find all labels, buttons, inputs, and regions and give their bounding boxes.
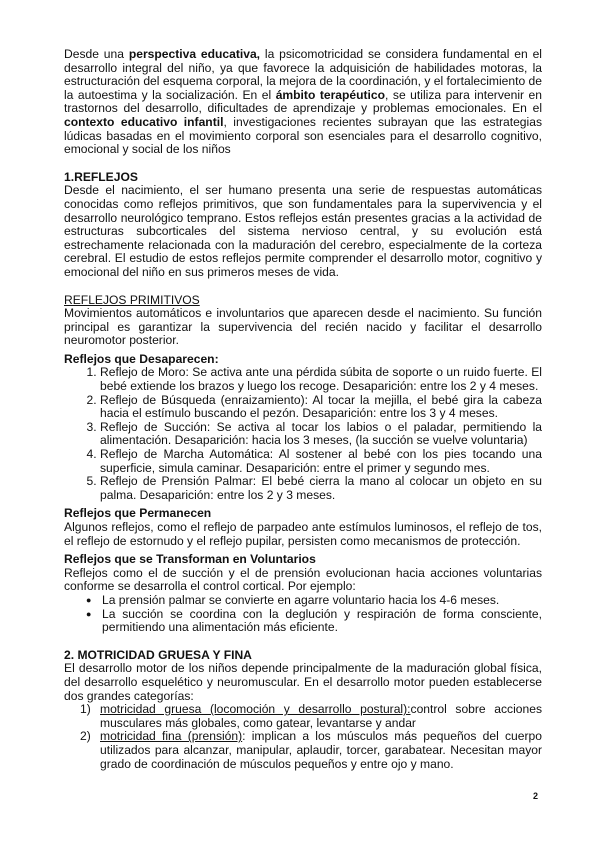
list-item-text bbox=[100, 730, 542, 771]
list-item bbox=[80, 730, 542, 771]
motricidad-list bbox=[64, 703, 542, 771]
list-item: 3. Reflejo de Succión: Se activa al tocar los labios o el paladar, permitiendo la alimentación. Desaparición: hacia los 3 meses, (la succión se vuelve voluntaria) bbox=[100, 421, 542, 448]
bullet-text: La succión se coordina con la deglución y respiración de forma consciente, permitiendo una alimentación más eficiente. bbox=[102, 606, 542, 635]
list-item bbox=[80, 703, 542, 730]
permanecen-paragraph: Algunos reflejos, como el reflejo de parpadeo ante estímulos luminosos, el reflejo de tos, el reflejo de estornudo y el reflejo pupilar, persisten como mecanismos de protección. bbox=[64, 520, 542, 548]
reflejos-paragraph: Desde el nacimiento, el ser humano presenta una serie de respuestas automáticas conocidas como reflejos primitivos, que son fundamentales para la supervivencia y el desarrollo neurológico temprano. Estos reflejos están presentes gracias a la actividad de estructuras subcorticales del sistema nervioso central, y su evolución está estrechamente relacionada con la maduración del cerebro, especialmente de la corteza cerebral. El estudio de estos reflejos permite comprender el desarrollo motor, cognitivo y emocional del niño en sus primeros meses de vida. bbox=[64, 183, 542, 279]
list-marker: 2) bbox=[80, 729, 91, 744]
intro-bold-term: ámbito terapéutico bbox=[275, 87, 386, 102]
list-item: 4. Reflejo de Marcha Automática: Al sostener al bebé con los pies tocando una superficie, simula caminar. Desaparición: entre el primer y segundo mes. bbox=[100, 448, 542, 475]
section-heading-motricidad: 2. MOTRICIDAD GRUESA Y FINA bbox=[64, 647, 252, 662]
bullet-icon: ● bbox=[86, 594, 92, 605]
heading-reflejos-permanecen: Reflejos que Permanecen bbox=[64, 506, 212, 521]
page-number: 2 bbox=[532, 791, 538, 801]
term-description: : implican a los músculos más pequeños del cuerpo utilizados para alcanzar, manipular, aplaudir, torcer, garabatear. Necesitan mayor grado de coordinación de músculos pequeños y entre ojo y mano. bbox=[100, 729, 542, 771]
term-underlined: motricidad fina (prensión) bbox=[100, 729, 243, 744]
desaparecen-list bbox=[64, 366, 542, 502]
list-item bbox=[86, 608, 542, 635]
list-item: 1. Reflejo de Moro: Se activa ante una pérdida súbita de soporte o un ruido fuerte. El bebé extiende los brazos y luego los recoge. Desaparición: entre los 2 y 4 meses. bbox=[100, 366, 542, 393]
list-item: 5. Reflejo de Prensión Palmar: El bebé cierra la mano al colocar un objeto en su palma. Desaparición: entre los 2 y 3 meses. bbox=[100, 475, 542, 502]
list-marker: 1) bbox=[80, 702, 91, 717]
bullet-icon: ● bbox=[86, 608, 92, 619]
intro-bold-term: contexto educativo infantil bbox=[64, 114, 224, 129]
intro-paragraph bbox=[64, 48, 542, 157]
intro-text: , investigaciones recientes subrayan que las estrategias lúdicas basadas en el movimiento corporal son esenciales para el desarrollo cognitivo, emocional y social de los niños bbox=[64, 114, 542, 157]
intro-text: , se utiliza para intervenir en trastornos del desarrollo, dificultades de aprendizaje y problemas emocionales. En el bbox=[64, 87, 542, 116]
list-item bbox=[86, 594, 542, 608]
transforman-bullets bbox=[64, 594, 542, 635]
list-item: 2. Reflejo de Búsqueda (enraizamiento): Al tocar la mejilla, el bebé gira la cabeza hacia el estímulo buscando el pezón. Desaparición: entre los 3 y 4 meses. bbox=[100, 394, 542, 421]
bullet-text: La prensión palmar se convierte en agarre voluntario hacia los 4-6 meses. bbox=[102, 592, 500, 607]
primitivos-paragraph: Movimientos automáticos e involuntarios que aparecen desde el nacimiento. Su función principal es garantizar la supervivencia del recién nacido y facilitar el desarrollo neuromotor posterior. bbox=[64, 306, 542, 348]
intro-text: Desde una bbox=[64, 47, 129, 61]
transforman-paragraph: Reflejos como el de succión y el de prensión evolucionan hacia acciones voluntarias conforme se desarrolla el control cortical. Por ejemplo: bbox=[64, 565, 542, 594]
motricidad-paragraph: El desarrollo motor de los niños depende principalmente de la maduración global física, del desarrollo esquelético y neuromuscular. En el desarrollo motor pueden establecerse dos grandes categorías: bbox=[64, 661, 542, 703]
term-underlined: motricidad gruesa (locomoción y desarrollo postural): bbox=[100, 702, 411, 717]
heading-reflejos-transforman: Reflejos que se Transforman en Voluntarios bbox=[64, 552, 316, 567]
subheading-reflejos-primitivos: REFLEJOS PRIMITIVOS bbox=[64, 292, 200, 307]
heading-reflejos-desaparecen: Reflejos que Desaparecen: bbox=[64, 351, 219, 366]
intro-bold-term: perspectiva educativa, bbox=[128, 47, 261, 61]
intro-text: la psicomotricidad se considera fundamental en el desarrollo integral del niño, ya que favorece la adquisición de habilidades motoras, la estructuración del esquema corporal, la mejora de la coordinación, y el fortalecimiento de la autoestima y la socialización. En el bbox=[64, 47, 542, 102]
section-heading-reflejos: 1.REFLEJOS bbox=[64, 169, 138, 184]
list-item-text bbox=[100, 703, 542, 730]
term-description: control sobre acciones musculares más globales, como gatear, levantarse y andar bbox=[100, 702, 542, 730]
